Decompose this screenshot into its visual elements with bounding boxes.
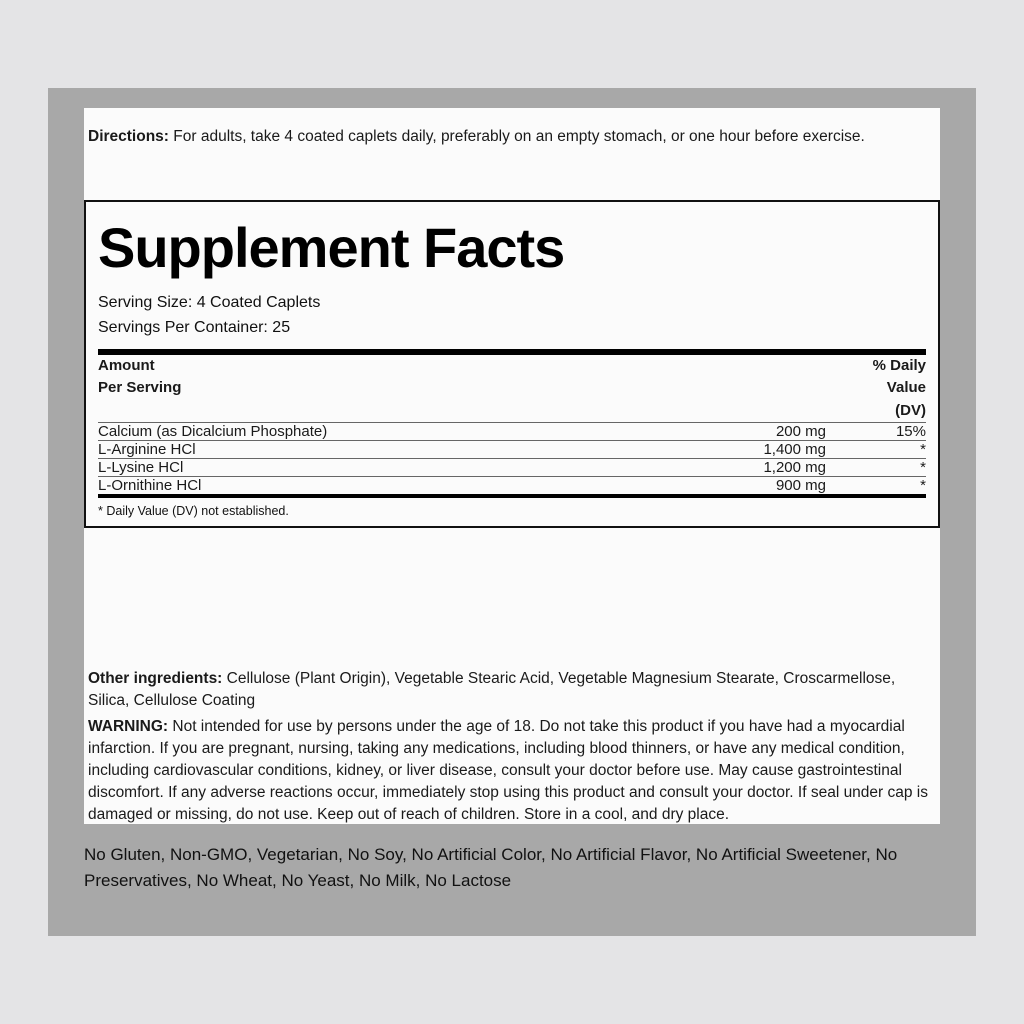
amount-header-line2: Per Serving (98, 379, 182, 397)
dv-header-line3: (DV) (895, 401, 926, 419)
warning-text: Not intended for use by persons under the age of 18. Do not take this product if you have had a myocardial infarction. If you are pregnant, nursing, taking any medications, including blood thinners, or have any medical condition, including cardiovascular conditions, kidney, or liver disease, consult your doctor before use. May cause gastrointestinal discomfort. If any adverse reactions occur, immediately stop using this product and consult your doctor. If seal under cap is damaged or missing, do not use. Keep out of reach of children. Store in a cool, and dry place. (88, 718, 929, 823)
other-ingredients-block (88, 668, 934, 712)
table-row (98, 477, 926, 495)
serving-size: Serving Size: 4 Coated Caplets (98, 294, 321, 311)
table-header-row (98, 355, 926, 423)
nutrient-amount: 1,400 mg (632, 441, 862, 459)
daily-value-footnote: * Daily Value (DV) not established. (98, 504, 289, 519)
table-row (98, 423, 926, 441)
directions-text: For adults, take 4 coated caplets daily, preferably on an empty stomach, or one hour before exercise. (168, 128, 865, 145)
table-row (98, 441, 926, 459)
supplement-facts-table (98, 355, 926, 495)
label-frame (48, 88, 976, 936)
product-claims: No Gluten, Non-GMO, Vegetarian, No Soy, No Artificial Color, No Artificial Flavor, No Artificial Sweetener, No Preservatives, No Wheat, No Yeast, No Milk, No Lactose (84, 845, 898, 890)
nutrient-amount: 1,200 mg (632, 459, 862, 477)
dv-header-line2: Value (886, 379, 926, 397)
nutrient-daily-value: * (862, 477, 926, 495)
nutrient-name: L-Ornithine HCl (98, 477, 632, 495)
nutrient-amount: 200 mg (632, 423, 862, 441)
nutrient-name: Calcium (as Dicalcium Phosphate) (98, 423, 632, 441)
directions-label: Directions: (88, 128, 169, 145)
footnote-divider (98, 494, 926, 518)
nutrient-amount: 900 mg (632, 477, 862, 495)
nutrient-name: L-Lysine HCl (98, 459, 632, 477)
supplement-facts-title: Supplement Facts (98, 216, 565, 279)
dv-header-line1: % Daily (872, 356, 926, 374)
directions-block (88, 126, 926, 148)
nutrient-daily-value: * (862, 459, 926, 477)
daily-value-header (632, 355, 926, 423)
nutrient-daily-value: 15% (862, 423, 926, 441)
table-row (98, 459, 926, 477)
nutrient-name: L-Arginine HCl (98, 441, 632, 459)
nutrient-daily-value: * (862, 441, 926, 459)
warning-label: WARNING: (88, 718, 169, 735)
supplement-facts-box (84, 200, 940, 528)
other-ingredients-text: Cellulose (Plant Origin), Vegetable Stearic Acid, Vegetable Magnesium Stearate, Croscarmellose, Silica, Cellulose Coating (88, 670, 896, 709)
servings-per-container: Servings Per Container: 25 (98, 319, 291, 337)
warning-block (88, 716, 934, 826)
other-ingredients-label: Other ingredients: (88, 670, 223, 687)
supplement-label-panel (84, 108, 940, 824)
amount-header-line1: Amount (98, 356, 155, 374)
amount-header (98, 355, 632, 423)
